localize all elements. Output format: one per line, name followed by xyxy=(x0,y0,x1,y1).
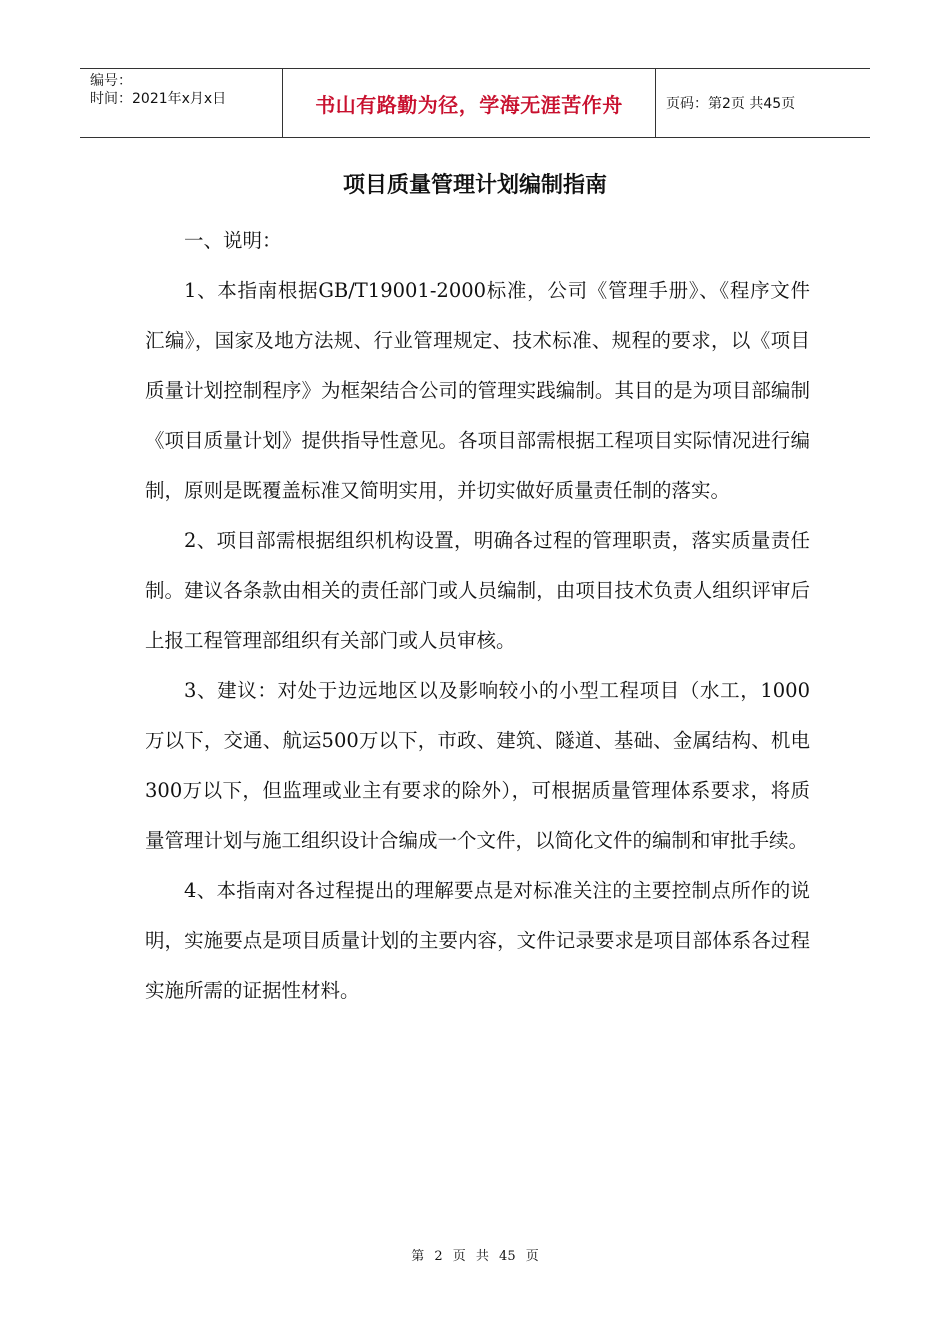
header-motto: 书山有路勤为径，学海无涯苦作舟 xyxy=(282,69,656,137)
document-body xyxy=(145,216,810,1016)
section-heading: 一、说明： xyxy=(184,229,282,252)
header-page-label: 页码：第2页 共45页 xyxy=(666,96,796,112)
paragraph-1: 1、本指南根据GB/T19001-2000标准，公司《管理手册》、《程序文件汇编》，国家及地方法规、行业管理规定、技术标准、规程的要求，以《项目质量计划控制程序》为框架结合公司的管理实践编制。其目的是为项目部编制《项目质量计划》提供指导性意见。各项目部需根据工程项目实际情况进行编制，原则是既覆盖标准又简明实用，并切实做好质量责任制的落实。 xyxy=(145,279,810,502)
paragraph-3: 3、建议：对处于边远地区以及影响较小的小型工程项目（水工，1000万以下，交通、航运500万以下，市政、建筑、隧道、基础、金属结构、机电300万以下，但监理或业主有要求的除外），可根据质量管理体系要求，将质量管理计划与施工组织设计合编成一个文件，以简化文件的编制和审批手续。 xyxy=(145,679,810,852)
page-header xyxy=(80,68,870,138)
header-info xyxy=(80,69,282,137)
paragraph-2: 2、项目部需根据组织机构设置，明确各过程的管理职责，落实质量责任制。建议各条款由相关的责任部门或人员编制，由项目技术负责人组织评审后上报工程管理部组织有关部门或人员审核。 xyxy=(145,529,810,652)
paragraph-4: 4、本指南对各过程提出的理解要点是对标准关注的主要控制点所作的说明，实施要点是项目质量计划的主要内容，文件记录要求是项目部体系各过程实施所需的证据性材料。 xyxy=(145,879,810,1002)
document-number-label: 编号： xyxy=(90,73,132,89)
document-title: 项目质量管理计划编制指南 xyxy=(342,173,607,198)
document-time-label: 时间：2021年x月x日 xyxy=(90,91,227,107)
page-footer: 第 2 页 共 45 页 xyxy=(411,1249,539,1264)
